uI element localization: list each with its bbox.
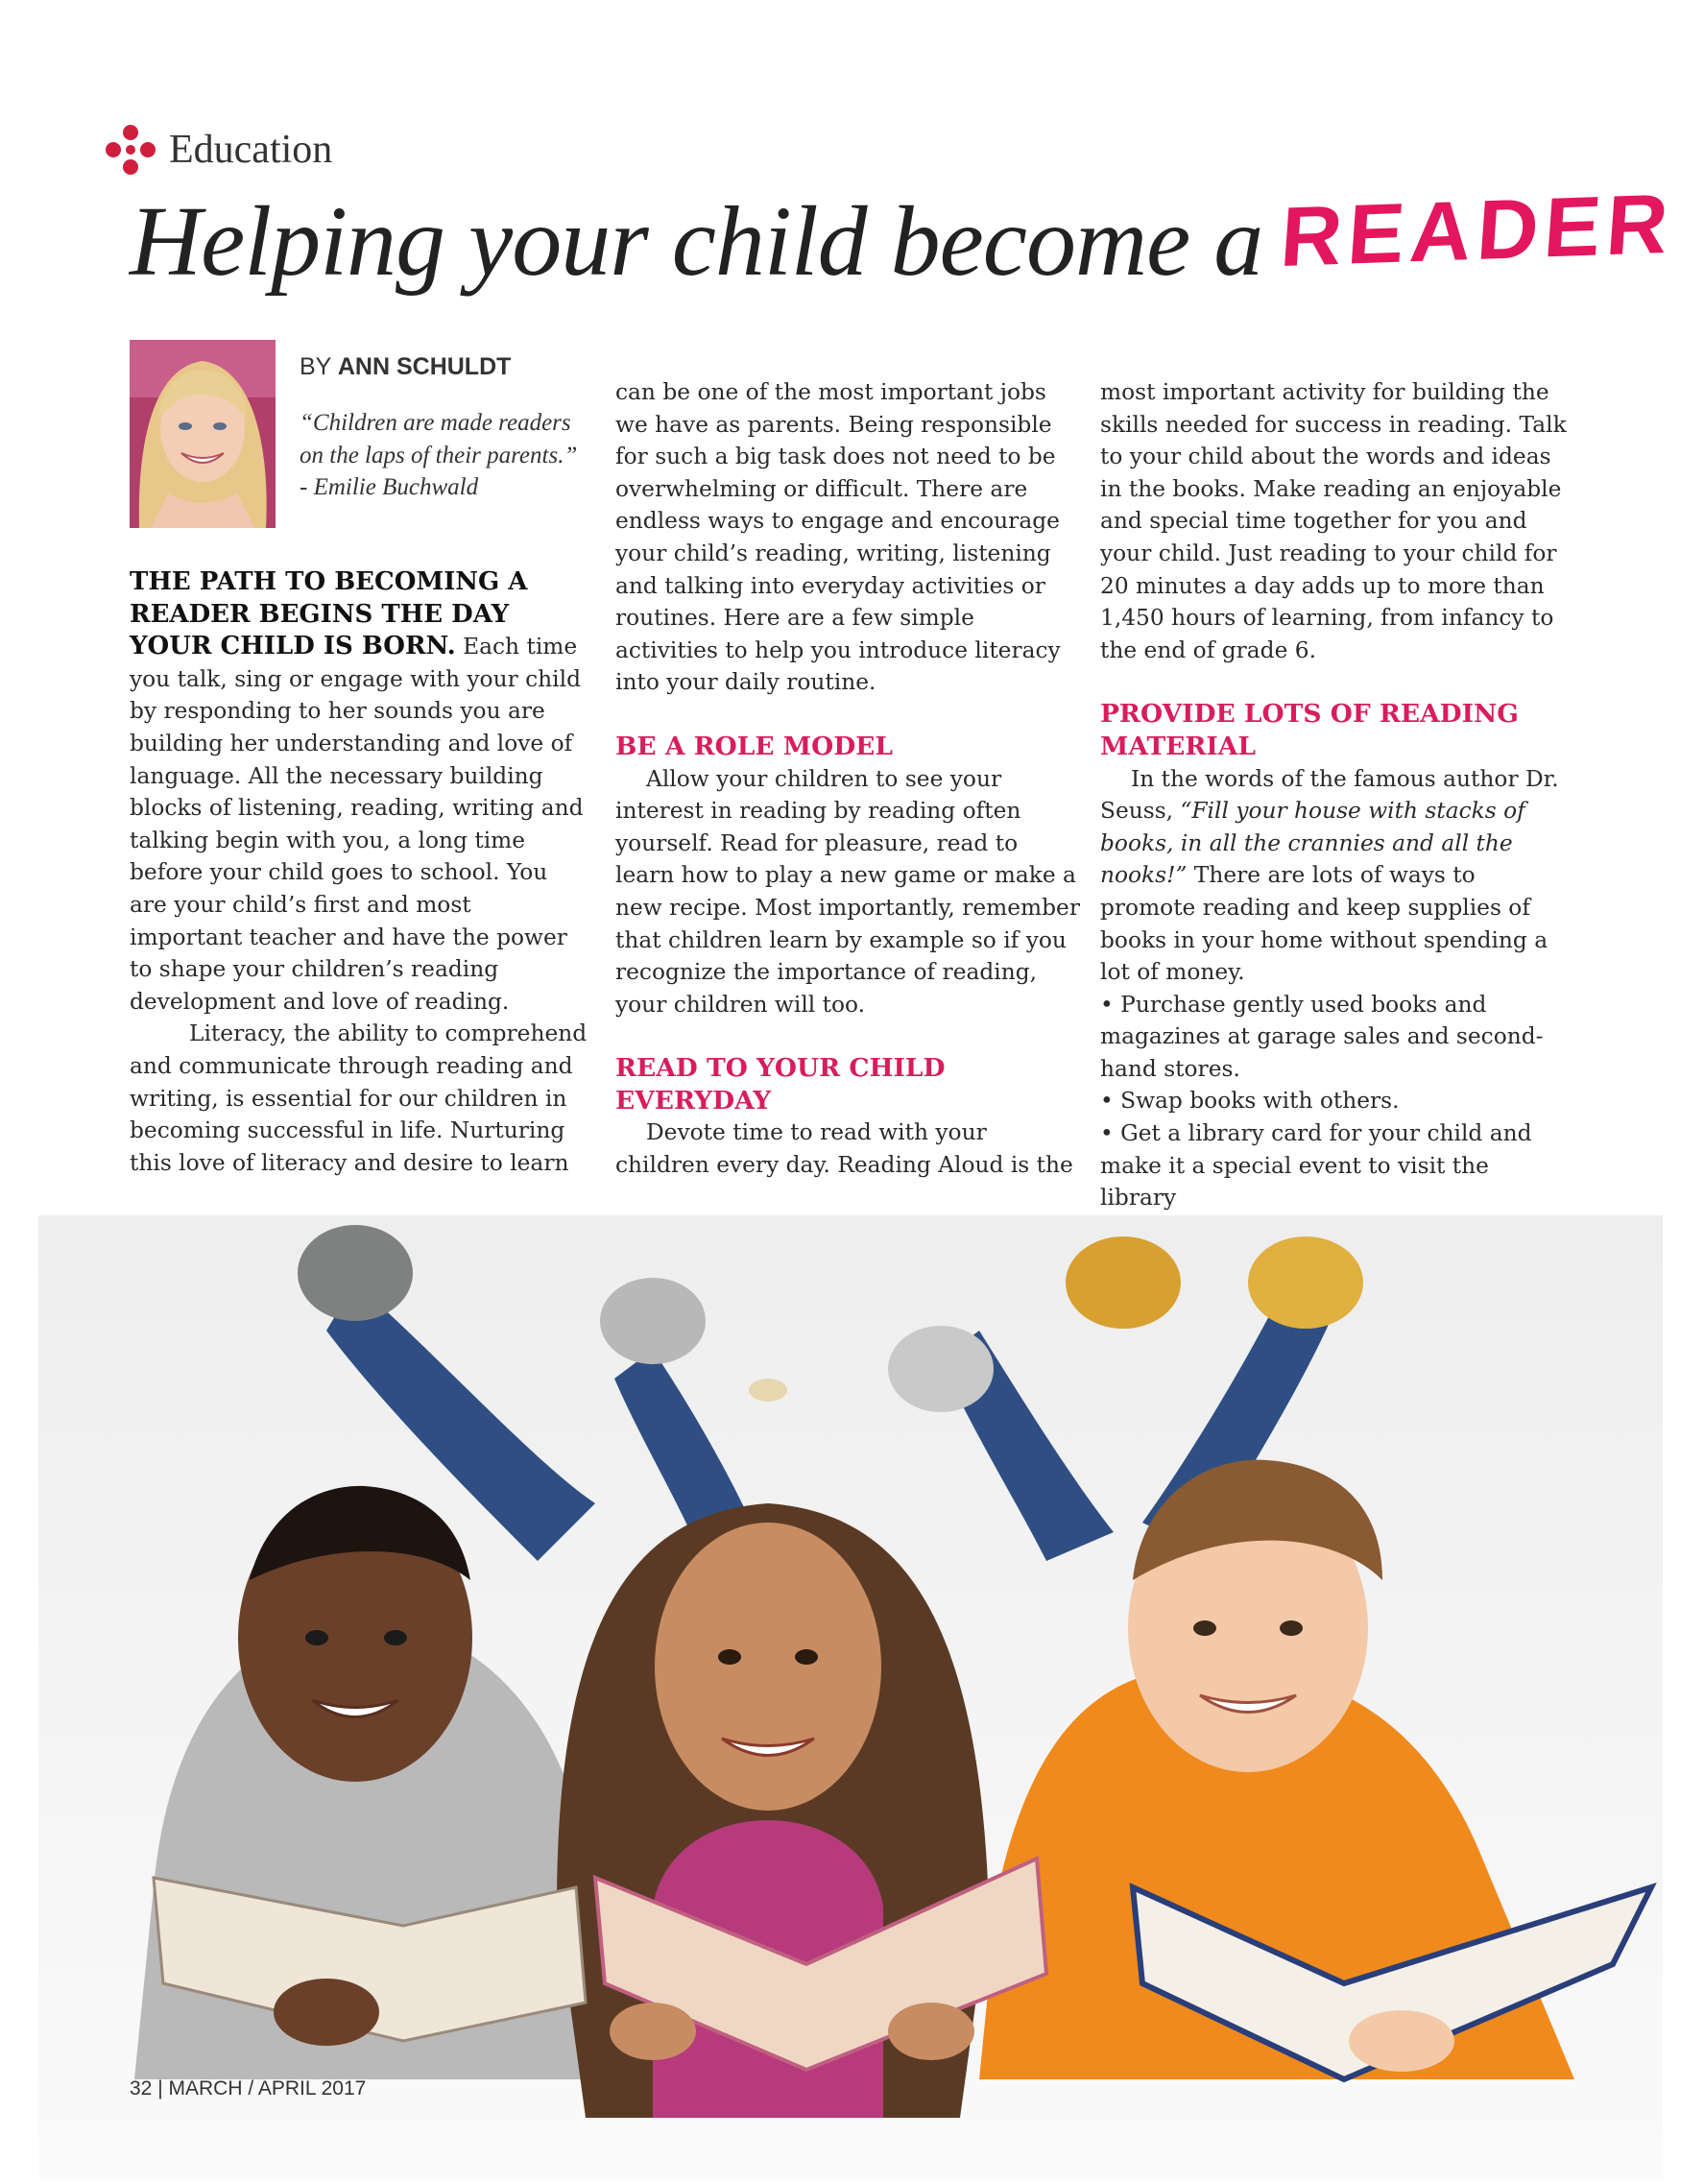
seuss-quote: “Fill your house with stacks of books, in all the crannies and all the nooks!” bbox=[1100, 798, 1525, 889]
issue-date: MARCH / APRIL 2017 bbox=[168, 2077, 367, 2100]
reading-aloud-paragraph: most important activity for building the skills needed for success in reading. Talk to your child about the words and ideas in the books. Make reading an enjoyable and special time together for you and your child. Just reading to your child for 20 minutes a day adds up to more than 1,450 hours of learning, from infancy to the end of grade 6. bbox=[1100, 379, 1567, 663]
bullet-item: • Swap books with others. bbox=[1100, 1088, 1400, 1115]
byline bbox=[300, 353, 511, 381]
headline-accent: READER bbox=[1278, 175, 1677, 285]
column-2 bbox=[615, 376, 1080, 1182]
section-tag bbox=[104, 123, 332, 177]
headline-main: Helping your child become a bbox=[130, 186, 1263, 297]
subhead-reading-material: PROVIDE LOTS OF READING MATERIAL bbox=[1100, 699, 1519, 761]
seuss-intro: In the words of the famous author Dr. Seuss, bbox=[1100, 765, 1559, 825]
author-photo bbox=[130, 340, 276, 528]
bullet-item: • Purchase gently used books and magazines at garage sales and second-hand stores. bbox=[1100, 991, 1544, 1082]
folio-separator: | bbox=[157, 2077, 163, 2100]
lead-in: THE PATH TO BECOMING A READER BEGINS THE DAY YOUR CHILD IS BORN. bbox=[130, 567, 528, 661]
subhead-read-everyday: READ TO YOUR CHILD EVERYDAY bbox=[615, 1053, 946, 1116]
byline-author: ANN SCHULDT bbox=[337, 353, 512, 380]
seuss-paragraph bbox=[1100, 763, 1571, 989]
column-1 bbox=[130, 566, 590, 1179]
flower-icon bbox=[104, 123, 157, 177]
intro-text: Each time you talk, sing or engage with your child by responding to her sounds you are building her understanding and love of language. All the necessary building blocks of listening, reading, writing and talking begin with you, a long time before your child goes to school. You are your child’s first and most important teacher and have the power to shape your children’s reading development and love of reading. bbox=[130, 634, 584, 1015]
literacy-paragraph: Literacy, the ability to comprehend and communicate through reading and writing, is essential for our children in becoming successful in life. Nurturing this love of literacy and desire to learn bbox=[130, 1020, 588, 1176]
role-model-paragraph: Allow your children to see your interest in reading by reading often yourself. Read for pleasure, read to learn how to play a new game or make a new recipe. Most importantly, remember that children learn by example so if you recognize the importance of reading, your children will too. bbox=[615, 765, 1080, 1018]
column-3 bbox=[1100, 376, 1571, 1214]
pull-quote: “Children are made readers on the laps of their parents.” - Emilie Buchwald bbox=[300, 410, 578, 501]
page-number: 32 bbox=[130, 2077, 153, 2100]
intro-paragraph bbox=[130, 566, 590, 1018]
byline-prefix: BY bbox=[300, 353, 331, 380]
continued-paragraph: can be one of the most important jobs we have as parents. Being responsible for such a big task does not need to be overwhelming or difficult. There are endless ways to engage and encourage your child’s reading, writing, listening and talking into everyday activities or routines. Here are a few simple activities to help you introduce literacy into your daily routine. bbox=[615, 379, 1061, 696]
headline bbox=[130, 175, 1677, 299]
read-everyday-paragraph: Devote time to read with your children every day. Reading Aloud is the bbox=[615, 1119, 1073, 1179]
page-folio bbox=[130, 2077, 366, 2100]
seuss-outro: There are lots of ways to promote reading and keep supplies of books in your home without spending a lot of money. bbox=[1100, 862, 1548, 986]
subhead-role-model: BE A ROLE MODEL bbox=[615, 731, 894, 761]
bullet-item: • Get a library card for your child and make it a special event to visit the library bbox=[1100, 1120, 1532, 1212]
section-label: Education bbox=[169, 128, 333, 172]
children-reading-photo bbox=[38, 1215, 1663, 2179]
